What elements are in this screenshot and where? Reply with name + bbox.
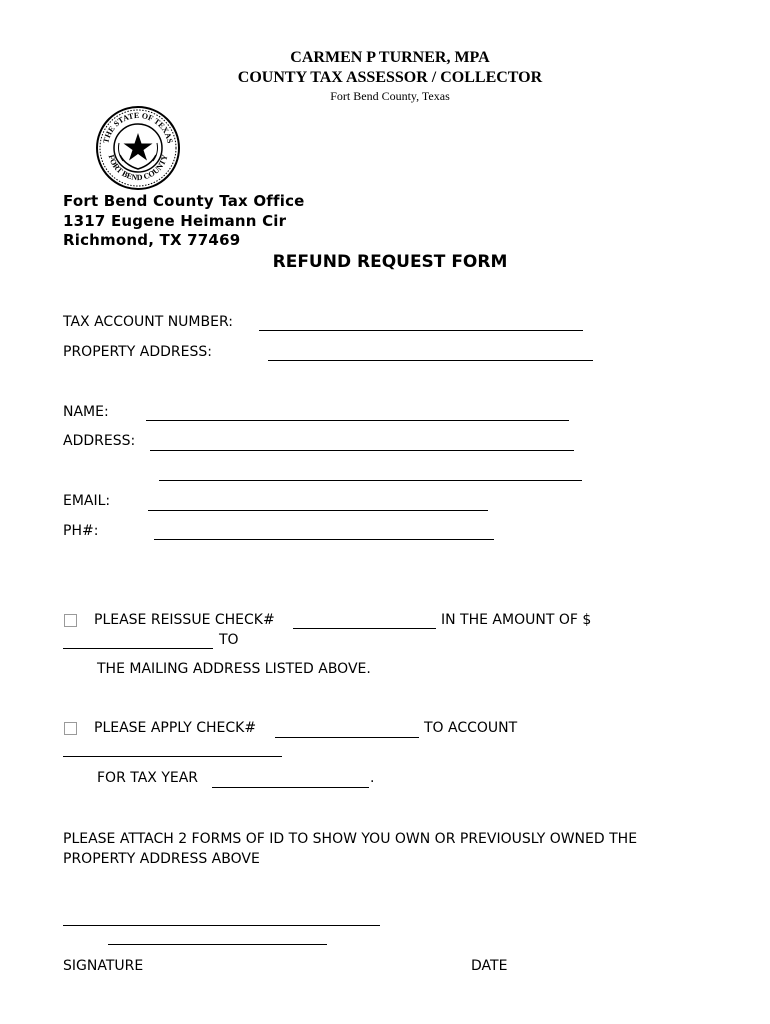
apply-to-account-label: TO ACCOUNT (424, 720, 518, 736)
address-label: ADDRESS: (63, 433, 136, 449)
svg-text:THE STATE OF TEXAS: THE STATE OF TEXAS (101, 110, 175, 145)
apply-check-label: PLEASE APPLY CHECK# (94, 720, 257, 736)
email-field[interactable] (148, 510, 488, 511)
reissue-amount-field[interactable] (63, 648, 213, 649)
county-subtitle: Fort Bend County, Texas (330, 89, 450, 103)
name-label: NAME: (63, 404, 109, 420)
tax-account-label: TAX ACCOUNT NUMBER: (63, 314, 233, 330)
assessor-name: CARMEN P TURNER, MPA (290, 49, 490, 66)
apply-account-field[interactable] (63, 756, 282, 757)
signature-label: SIGNATURE (63, 958, 144, 974)
signature-field[interactable] (63, 925, 380, 926)
assessor-title: COUNTY TAX ASSESSOR / COLLECTOR (237, 69, 543, 86)
date-label: DATE (471, 958, 508, 974)
name-field[interactable] (146, 420, 569, 421)
tax-year-period: . (370, 770, 375, 786)
property-address-label: PROPERTY ADDRESS: (63, 344, 212, 360)
svg-text:FORT BEND COUNTY: FORT BEND COUNTY (106, 153, 170, 183)
reissue-amount-label: IN THE AMOUNT OF $ (441, 612, 592, 628)
tax-year-label: FOR TAX YEAR (97, 770, 199, 786)
address-field-line2[interactable] (159, 480, 582, 481)
apply-check-number-field[interactable] (275, 737, 419, 738)
office-name: Fort Bend County Tax Office (63, 192, 305, 210)
apply-checkbox[interactable] (64, 722, 77, 735)
reissue-to-label: TO (219, 632, 239, 648)
id-attachment-note: PLEASE ATTACH 2 FORMS OF ID TO SHOW YOU OWN OR PREVIOUSLY OWNED THE PROPERTY ADDRESS ABOVE (63, 831, 638, 867)
office-street: 1317 Eugene Heimann Cir (63, 212, 287, 230)
reissue-check-label: PLEASE REISSUE CHECK# (94, 612, 275, 628)
tax-year-field[interactable] (212, 787, 369, 788)
form-title: REFUND REQUEST FORM (272, 252, 508, 272)
phone-label: PH#: (63, 523, 99, 539)
reissue-check-number-field[interactable] (293, 628, 436, 629)
reissue-checkbox[interactable] (64, 614, 77, 627)
address-field-line1[interactable] (150, 450, 574, 451)
property-address-field[interactable] (268, 360, 593, 361)
reissue-mailing-text: THE MAILING ADDRESS LISTED ABOVE. (97, 661, 371, 677)
email-label: EMAIL: (63, 493, 111, 509)
county-seal-icon (95, 105, 181, 191)
office-city: Richmond, TX 77469 (63, 231, 241, 249)
date-field[interactable] (108, 944, 327, 945)
phone-field[interactable] (154, 539, 494, 540)
tax-account-field[interactable] (259, 330, 583, 331)
